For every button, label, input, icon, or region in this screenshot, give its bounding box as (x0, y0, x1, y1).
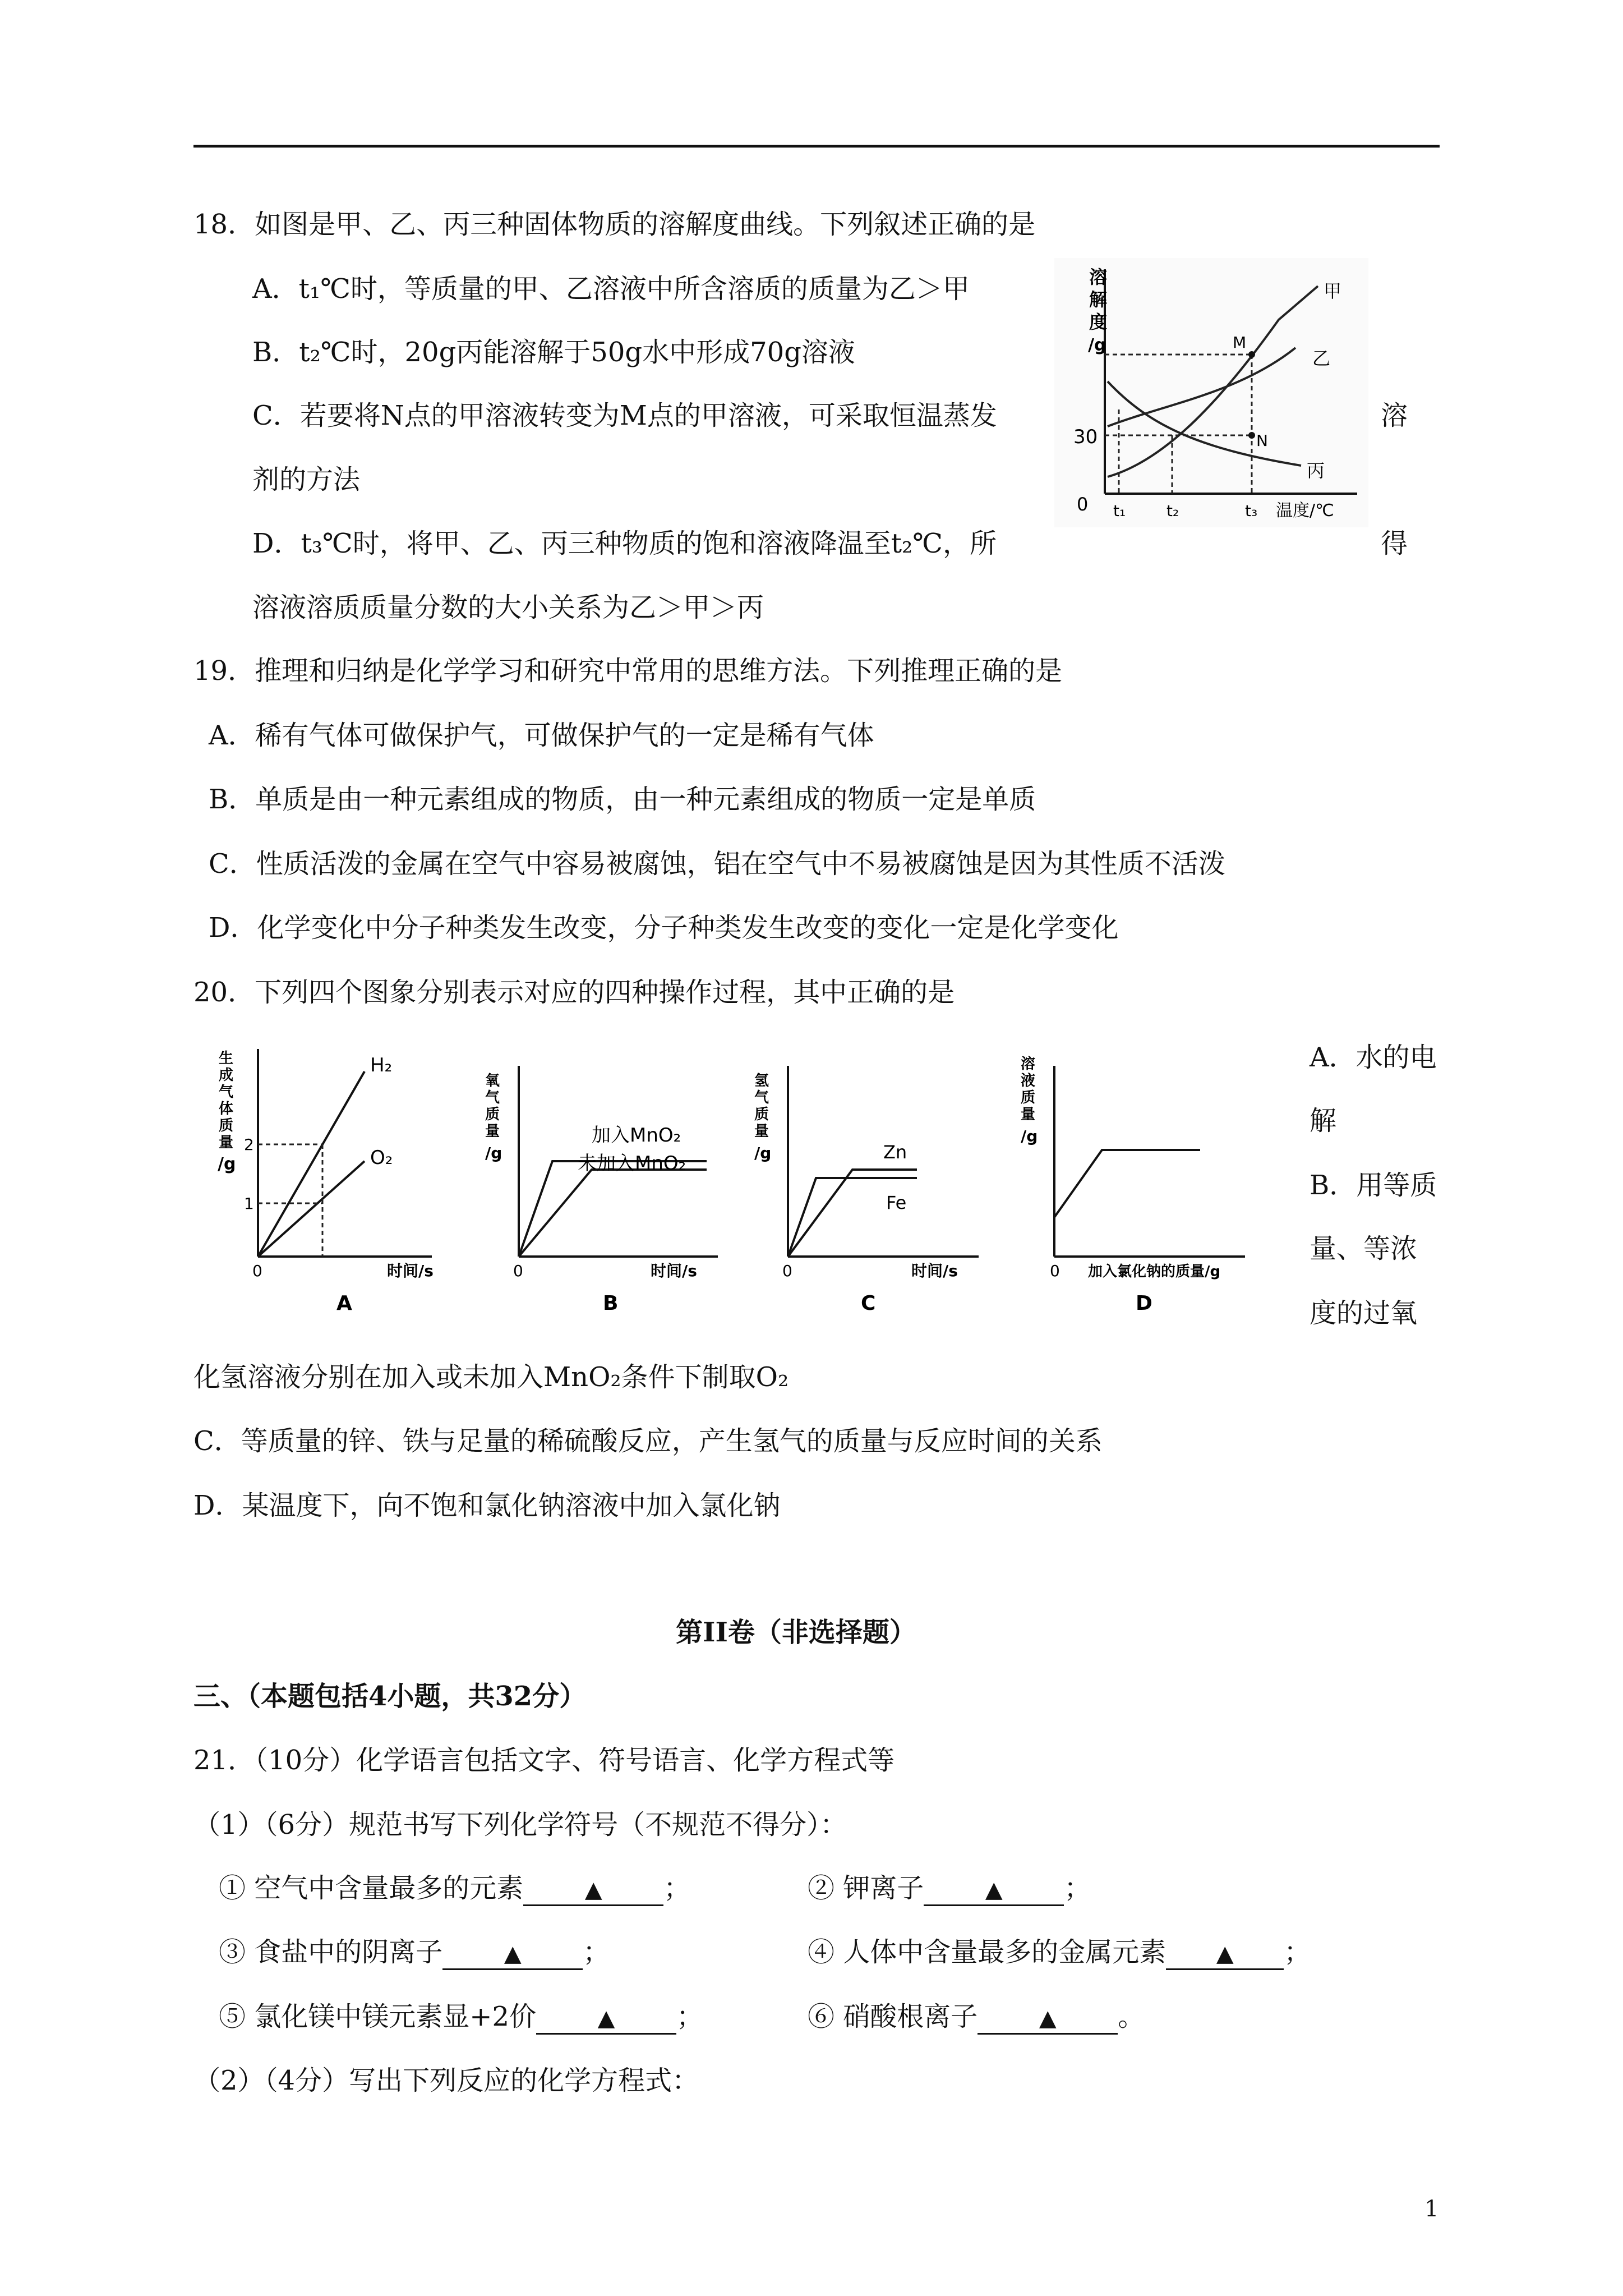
y-label-4: /g (1088, 335, 1106, 355)
q19-stem: 19．推理和归纳是化学学习和研究中常用的思维方法。下列推理正确的是 (193, 655, 1063, 687)
q21-item-2 (808, 1872, 1091, 1906)
q21-item-5-text: ⑤ 氯化镁中镁元素显+2价 (219, 2001, 537, 2032)
q21-stem: 21．（10分）化学语言包括文字、符号语言、化学方程式等 (193, 1745, 895, 1776)
gc-yl-5: /g (754, 1144, 772, 1162)
ga-xlabel: 时间/s (387, 1262, 434, 1280)
gd-yl-4: 量 (1021, 1106, 1036, 1123)
q20-graph-c (749, 1043, 990, 1318)
gc-yl-1: 氢 (754, 1073, 769, 1089)
answer-blank-4[interactable] (1166, 1938, 1284, 1970)
q20-graph-a (213, 1043, 449, 1318)
y-label-2: 解 (1089, 289, 1108, 310)
answer-blank-3[interactable] (442, 1938, 583, 1970)
q18-option-c-line2: 剂的方法 (252, 464, 361, 495)
gb-yl-1: 氧 (485, 1073, 500, 1089)
q20-side-a-1: A．水的电 (1310, 1042, 1437, 1073)
gc-yl-2: 气 (754, 1089, 769, 1106)
q18-option-c-line1-end: 溶 (1381, 400, 1408, 431)
gb-yl-2: 气 (485, 1089, 500, 1106)
ga-yl-1: 生 (219, 1050, 234, 1067)
q20-graph-d (1009, 1043, 1267, 1318)
x-axis-label: 温度/℃ (1276, 501, 1334, 521)
q20-side-b-2: 量、等浓 (1310, 1233, 1418, 1264)
punct: ； (583, 1936, 610, 1968)
point-n (1248, 432, 1255, 439)
q21-item-3-text: ③ 食盐中的阴离子 (219, 1936, 443, 1968)
triangle-mark: ▲ (504, 1941, 522, 1967)
q18-option-c-line1: C．若要将N点的甲溶液转变为M点的甲溶液，可采取恒温蒸发 (252, 400, 997, 431)
q19-option-c: C．性质活泼的金属在空气中容易被腐蚀，铝在空气中不易被腐蚀是因为其性质不活泼 (209, 848, 1225, 880)
punct: ； (1284, 1936, 1311, 1968)
ga-tick-1: 1 (244, 1194, 254, 1213)
q18-solubility-graph (1054, 258, 1368, 527)
q21-item-6-text: ⑥ 硝酸根离子 (808, 2001, 978, 2032)
ga-tick-2: 2 (244, 1135, 254, 1154)
q20-side-a-2: 解 (1310, 1105, 1337, 1137)
ga-yl-7: /g (218, 1154, 236, 1174)
q20-option-b-cont: 化氢溶液分别在加入或未加入MnO₂条件下制取O₂ (193, 1361, 789, 1393)
q21-sub1: （1）（6分）规范书写下列化学符号（不规范不得分）： (193, 1809, 847, 1841)
answer-blank-5[interactable] (536, 2002, 676, 2035)
q18-stem: 18．如图是甲、乙、丙三种固体物质的溶解度曲线。下列叙述正确的是 (193, 209, 1036, 240)
y-label-1: 溶 (1089, 266, 1108, 288)
page-number: 1 (1424, 2196, 1439, 2222)
answer-blank-6[interactable] (978, 2002, 1118, 2035)
q21-item-1-text: ① 空气中含量最多的元素 (219, 1872, 524, 1904)
gb-label-without: 未加入MnO₂ (578, 1152, 686, 1175)
gd-origin: 0 (1050, 1262, 1060, 1280)
q21-sub2: （2）（4分）写出下列反应的化学方程式： (193, 2065, 699, 2096)
ga-h2-line (258, 1071, 365, 1257)
header-rule (193, 145, 1440, 148)
q20-side-b-3: 度的过氧 (1310, 1297, 1418, 1329)
ga-yl-2: 成 (219, 1067, 234, 1084)
punct: ； (1064, 1872, 1091, 1904)
gc-yl-3: 质 (754, 1106, 769, 1123)
gb-origin: 0 (513, 1262, 523, 1280)
ga-caption: A (336, 1292, 352, 1315)
label-m: M (1233, 333, 1247, 352)
gc-label-zn: Zn (883, 1142, 907, 1163)
gd-yl-3: 质 (1021, 1089, 1036, 1106)
ga-yl-5: 质 (219, 1117, 234, 1134)
triangle-mark: ▲ (1039, 2005, 1057, 2031)
ga-h2-label: H₂ (370, 1054, 393, 1076)
section-3-heading: 三、（本题包括4小题，共32分） (193, 1681, 587, 1712)
q21-item-5 (219, 2001, 703, 2035)
q18-option-d-line1-end: 得 (1381, 528, 1408, 559)
q21-item-3 (219, 1936, 610, 1970)
q18-option-a: A．t₁℃时，等质量的甲、乙溶液中所含溶质的质量为乙＞甲 (252, 273, 970, 305)
gd-yl-1: 溶 (1021, 1056, 1036, 1073)
gd-yl-5: /g (1021, 1127, 1038, 1145)
t2-label: t₂ (1166, 501, 1179, 520)
label-jia: 甲 (1324, 280, 1342, 302)
gd-caption: D (1136, 1292, 1152, 1315)
punct: 。 (1118, 2001, 1145, 2032)
gc-yl-4: 量 (754, 1123, 769, 1140)
gb-yl-5: /g (485, 1144, 502, 1162)
ga-o2-line (258, 1161, 365, 1257)
gb-yl-3: 质 (485, 1106, 500, 1123)
answer-blank-2[interactable] (924, 1874, 1064, 1906)
ga-yl-4: 体 (219, 1101, 234, 1117)
q20-graph-b (482, 1043, 735, 1318)
gb-line-without (519, 1170, 707, 1257)
triangle-mark: ▲ (1216, 1941, 1234, 1967)
ga-o2-label: O₂ (370, 1147, 393, 1169)
gc-origin: 0 (782, 1262, 792, 1280)
t3-label: t₃ (1245, 501, 1258, 520)
ga-yl-6: 量 (219, 1134, 234, 1151)
q18-option-d-line2: 溶液溶质质量分数的大小关系为乙＞甲＞丙 (252, 592, 764, 623)
gb-label-with: 加入MnO₂ (592, 1124, 681, 1147)
q20-stem: 20．下列四个图象分别表示对应的四种操作过程，其中正确的是 (193, 977, 955, 1008)
q21-item-6 (808, 2001, 1145, 2035)
gd-xlabel: 加入氯化钠的质量/g (1088, 1263, 1221, 1280)
label-yi: 乙 (1312, 348, 1331, 369)
punct: ； (676, 2001, 704, 2032)
q21-item-4-text: ④ 人体中含量最多的金属元素 (808, 1936, 1166, 1968)
origin-label: 0 (1077, 494, 1089, 515)
t1-label: t₁ (1113, 501, 1126, 520)
gb-xlabel: 时间/s (651, 1262, 697, 1280)
label-bing: 丙 (1307, 460, 1325, 481)
gb-caption: B (603, 1292, 619, 1315)
gc-xlabel: 时间/s (911, 1262, 958, 1280)
q19-option-b: B．单质是由一种元素组成的物质，由一种元素组成的物质一定是单质 (209, 784, 1036, 815)
triangle-mark: ▲ (597, 2005, 615, 2031)
q18-option-d-line1: D．t₃℃时，将甲、乙、丙三种物质的饱和溶液降温至t₂℃，所 (252, 528, 997, 559)
gb-yl-4: 量 (485, 1123, 500, 1140)
q21-item-1 (219, 1872, 690, 1906)
gc-label-fe: Fe (886, 1192, 907, 1213)
q21-item-2-text: ② 钾离子 (808, 1872, 924, 1904)
gb-line-with (519, 1161, 707, 1257)
answer-blank-1[interactable] (523, 1874, 663, 1906)
q20-option-c: C．等质量的锌、铁与足量的稀硫酸反应，产生氢气的质量与反应时间的关系 (193, 1425, 1103, 1457)
ga-yl-3: 气 (219, 1084, 234, 1101)
ga-origin: 0 (252, 1262, 262, 1280)
gc-caption: C (861, 1292, 876, 1315)
part2-title: 第II卷（非选择题） (676, 1617, 916, 1648)
triangle-mark: ▲ (584, 1877, 602, 1903)
q21-item-4 (808, 1936, 1311, 1970)
y-tick-30: 30 (1073, 426, 1098, 448)
label-n: N (1256, 431, 1268, 450)
gd-yl-2: 液 (1021, 1073, 1036, 1089)
q18-option-b: B．t₂℃时，20g丙能溶解于50g水中形成70g溶液 (252, 337, 855, 368)
point-m (1248, 351, 1255, 358)
y-label-3: 度 (1089, 311, 1108, 333)
gc-line-zn (788, 1178, 917, 1257)
q19-option-d: D．化学变化中分子种类发生改变，分子种类发生改变的变化一定是化学变化 (209, 912, 1119, 944)
q20-side-b-1: B．用等质 (1310, 1170, 1437, 1201)
gd-line (1054, 1150, 1200, 1217)
punct: ； (663, 1872, 691, 1904)
q19-option-a: A．稀有气体可做保护气，可做保护气的一定是稀有气体 (209, 720, 874, 751)
q20-option-d: D．某温度下，向不饱和氯化钠溶液中加入氯化钠 (193, 1490, 781, 1521)
triangle-mark: ▲ (985, 1877, 1003, 1903)
